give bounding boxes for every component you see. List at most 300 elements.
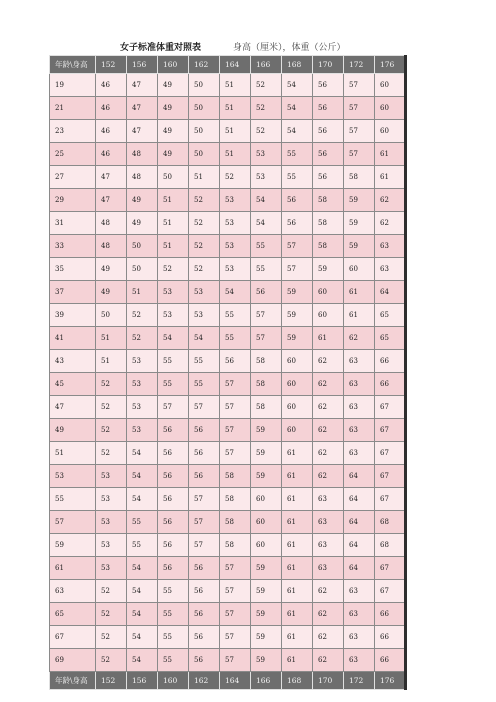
weight-cell: 53: [158, 304, 189, 327]
weight-cell: 66: [375, 373, 406, 396]
weight-cell: 56: [189, 580, 220, 603]
weight-cell: 50: [96, 304, 127, 327]
header-corner-cell: 年龄\身高: [50, 56, 96, 74]
weight-cell: 63: [313, 511, 344, 534]
weight-cell: 53: [220, 235, 251, 258]
weight-cell: 62: [313, 350, 344, 373]
weight-cell: 47: [96, 189, 127, 212]
weight-cell: 49: [158, 120, 189, 143]
weight-cell: 68: [375, 511, 406, 534]
weight-cell: 63: [375, 258, 406, 281]
header-corner-cell: 年龄\身高: [50, 672, 96, 690]
weight-cell: 66: [375, 350, 406, 373]
page-title: 女子标准体重对照表: [120, 43, 202, 53]
weight-cell: 53: [220, 258, 251, 281]
age-cell: 51: [50, 442, 96, 465]
weight-cell: 48: [127, 143, 158, 166]
weight-cell: 54: [158, 327, 189, 350]
age-cell: 47: [50, 396, 96, 419]
title-row: [0, 40, 496, 54]
weight-cell: 60: [313, 281, 344, 304]
weight-cell: 54: [127, 626, 158, 649]
weight-cell: 60: [282, 373, 313, 396]
age-cell: 31: [50, 212, 96, 235]
weight-cell: 57: [220, 373, 251, 396]
weight-cell: 57: [251, 327, 282, 350]
weight-cell: 56: [158, 534, 189, 557]
weight-cell: 52: [251, 120, 282, 143]
weight-cell: 64: [344, 534, 375, 557]
table-row: [50, 419, 406, 442]
age-cell: 27: [50, 166, 96, 189]
weight-cell: 63: [313, 534, 344, 557]
table-row: [50, 120, 406, 143]
weight-cell: 60: [251, 511, 282, 534]
weight-cell: 46: [96, 143, 127, 166]
weight-cell: 51: [220, 74, 251, 97]
weight-cell: 60: [282, 396, 313, 419]
weight-cell: 60: [282, 350, 313, 373]
weight-cell: 51: [96, 350, 127, 373]
table-row: [50, 534, 406, 557]
weight-cell: 51: [158, 189, 189, 212]
table-row: [50, 350, 406, 373]
weight-cell: 55: [282, 143, 313, 166]
age-cell: 69: [50, 649, 96, 672]
table-row: [50, 166, 406, 189]
weight-cell: 51: [96, 327, 127, 350]
weight-cell: 56: [251, 281, 282, 304]
weight-cell: 55: [158, 649, 189, 672]
weight-cell: 60: [375, 120, 406, 143]
age-cell: 61: [50, 557, 96, 580]
age-cell: 39: [50, 304, 96, 327]
weight-cell: 62: [375, 212, 406, 235]
weight-cell: 60: [251, 534, 282, 557]
table-row: [50, 304, 406, 327]
table-row: [50, 580, 406, 603]
weight-cell: 55: [127, 511, 158, 534]
age-cell: 35: [50, 258, 96, 281]
weight-cell: 55: [158, 626, 189, 649]
weight-cell: 61: [344, 281, 375, 304]
weight-cell: 46: [96, 97, 127, 120]
weight-cell: 53: [158, 281, 189, 304]
table-row: [50, 143, 406, 166]
weight-cell: 52: [189, 235, 220, 258]
weight-cell: 63: [313, 557, 344, 580]
weight-cell: 52: [251, 97, 282, 120]
age-cell: 19: [50, 74, 96, 97]
weight-cell: 59: [251, 626, 282, 649]
weight-cell: 52: [189, 189, 220, 212]
age-cell: 29: [50, 189, 96, 212]
weight-cell: 53: [220, 212, 251, 235]
weight-cell: 60: [375, 74, 406, 97]
weight-cell: 50: [189, 74, 220, 97]
height-header-cell: 170: [313, 56, 344, 74]
weight-cell: 55: [251, 235, 282, 258]
weight-cell: 57: [282, 235, 313, 258]
weight-cell: 53: [96, 511, 127, 534]
height-header-cell: 152: [96, 672, 127, 690]
weight-cell: 50: [189, 143, 220, 166]
height-header-cell: 166: [251, 672, 282, 690]
weight-cell: 58: [251, 350, 282, 373]
weight-cell: 57: [251, 304, 282, 327]
weight-cell: 53: [96, 534, 127, 557]
age-cell: 37: [50, 281, 96, 304]
height-header-cell: 170: [313, 672, 344, 690]
weight-cell: 53: [96, 488, 127, 511]
table-row: [50, 396, 406, 419]
weight-cell: 52: [96, 580, 127, 603]
table-row: [50, 373, 406, 396]
table-row: [50, 488, 406, 511]
weight-cell: 57: [158, 396, 189, 419]
table-row: [50, 74, 406, 97]
table-row: [50, 189, 406, 212]
weight-cell: 56: [189, 419, 220, 442]
weight-cell: 59: [251, 557, 282, 580]
weight-cell: 62: [313, 373, 344, 396]
table-row: [50, 235, 406, 258]
weight-cell: 56: [220, 350, 251, 373]
weight-cell: 54: [127, 649, 158, 672]
table-row: [50, 603, 406, 626]
height-header-cell: 168: [282, 672, 313, 690]
weight-cell: 53: [96, 465, 127, 488]
weight-cell: 48: [96, 212, 127, 235]
weight-cell: 54: [127, 488, 158, 511]
height-header-cell: 152: [96, 56, 127, 74]
weight-cell: 63: [344, 649, 375, 672]
weight-cell: 53: [127, 419, 158, 442]
weight-cell: 58: [220, 534, 251, 557]
weight-cell: 52: [96, 373, 127, 396]
weight-cell: 61: [282, 534, 313, 557]
table-row: [50, 281, 406, 304]
weight-cell: 51: [220, 97, 251, 120]
weight-cell: 62: [344, 327, 375, 350]
weight-cell: 54: [189, 327, 220, 350]
weight-cell: 61: [282, 511, 313, 534]
weight-cell: 56: [158, 419, 189, 442]
weight-cell: 59: [251, 419, 282, 442]
weight-cell: 64: [344, 557, 375, 580]
weight-cell: 47: [127, 74, 158, 97]
weight-cell: 55: [158, 350, 189, 373]
weight-cell: 57: [282, 258, 313, 281]
weight-cell: 57: [220, 419, 251, 442]
weight-cell: 55: [127, 534, 158, 557]
weight-cell: 60: [251, 488, 282, 511]
height-header-cell: 172: [344, 56, 375, 74]
weight-cell: 63: [344, 603, 375, 626]
weight-cell: 46: [96, 74, 127, 97]
weight-cell: 52: [96, 603, 127, 626]
height-header-cell: 166: [251, 56, 282, 74]
table-row: [50, 212, 406, 235]
weight-cell: 63: [344, 626, 375, 649]
height-header-cell: 164: [220, 672, 251, 690]
age-cell: 65: [50, 603, 96, 626]
weight-cell: 57: [220, 580, 251, 603]
weight-cell: 54: [282, 74, 313, 97]
age-cell: 45: [50, 373, 96, 396]
weight-cell: 62: [313, 465, 344, 488]
weight-cell: 62: [313, 442, 344, 465]
age-cell: 43: [50, 350, 96, 373]
weight-cell: 57: [344, 97, 375, 120]
weight-cell: 61: [282, 465, 313, 488]
weight-cell: 52: [158, 258, 189, 281]
weight-cell: 53: [251, 166, 282, 189]
weight-cell: 53: [127, 396, 158, 419]
weight-cell: 56: [158, 442, 189, 465]
table-row: [50, 97, 406, 120]
weight-cell: 56: [189, 442, 220, 465]
weight-cell: 67: [375, 419, 406, 442]
height-header-cell: 176: [375, 672, 406, 690]
weight-cell: 58: [251, 396, 282, 419]
weight-cell: 56: [158, 465, 189, 488]
weight-cell: 67: [375, 580, 406, 603]
weight-cell: 48: [96, 235, 127, 258]
weight-cell: 54: [127, 442, 158, 465]
weight-cell: 61: [282, 603, 313, 626]
weight-cell: 54: [127, 603, 158, 626]
weight-cell: 63: [375, 235, 406, 258]
weight-cell: 62: [375, 189, 406, 212]
weight-cell: 58: [313, 212, 344, 235]
weight-cell: 50: [189, 97, 220, 120]
table-row: [50, 465, 406, 488]
weight-cell: 66: [375, 649, 406, 672]
weight-cell: 51: [189, 166, 220, 189]
height-header-cell: 160: [158, 56, 189, 74]
weight-cell: 64: [344, 511, 375, 534]
weight-cell: 59: [251, 465, 282, 488]
weight-cell: 61: [313, 327, 344, 350]
age-cell: 41: [50, 327, 96, 350]
age-cell: 23: [50, 120, 96, 143]
height-header-cell: 156: [127, 672, 158, 690]
weight-cell: 52: [127, 327, 158, 350]
height-header-cell: 162: [189, 56, 220, 74]
weight-cell: 57: [344, 120, 375, 143]
weight-cell: 50: [127, 258, 158, 281]
age-cell: 55: [50, 488, 96, 511]
weight-cell: 57: [220, 557, 251, 580]
weight-cell: 54: [251, 212, 282, 235]
weight-cell: 61: [282, 626, 313, 649]
weight-cell: 52: [96, 442, 127, 465]
weight-cell: 64: [344, 488, 375, 511]
weight-cell: 57: [220, 603, 251, 626]
weight-cell: 54: [282, 97, 313, 120]
weight-cell: 67: [375, 465, 406, 488]
weight-cell: 56: [313, 120, 344, 143]
weight-cell: 58: [313, 235, 344, 258]
weight-cell: 62: [313, 419, 344, 442]
weight-cell: 53: [251, 143, 282, 166]
weight-cell: 63: [344, 396, 375, 419]
weight-cell: 59: [344, 235, 375, 258]
weight-cell: 67: [375, 557, 406, 580]
weight-cell: 49: [96, 281, 127, 304]
weight-cell: 51: [127, 281, 158, 304]
weight-cell: 47: [127, 97, 158, 120]
weight-cell: 47: [127, 120, 158, 143]
weight-cell: 61: [282, 580, 313, 603]
weight-cell: 57: [189, 488, 220, 511]
weight-cell: 52: [96, 419, 127, 442]
weight-cell: 46: [96, 120, 127, 143]
weight-cell: 56: [313, 166, 344, 189]
weight-cell: 59: [282, 327, 313, 350]
weight-cell: 56: [189, 626, 220, 649]
weight-cell: 54: [282, 120, 313, 143]
weight-cell: 63: [344, 350, 375, 373]
weight-cell: 51: [158, 212, 189, 235]
weight-cell: 60: [282, 419, 313, 442]
weight-cell: 49: [158, 143, 189, 166]
age-cell: 57: [50, 511, 96, 534]
weight-cell: 57: [189, 511, 220, 534]
weight-cell: 57: [344, 143, 375, 166]
weight-cell: 63: [313, 488, 344, 511]
weight-cell: 61: [282, 488, 313, 511]
weight-cell: 56: [189, 649, 220, 672]
weight-cell: 57: [220, 396, 251, 419]
weight-cell: 50: [127, 235, 158, 258]
weight-cell: 52: [127, 304, 158, 327]
weight-cell: 50: [189, 120, 220, 143]
weight-cell: 61: [344, 304, 375, 327]
table-row: [50, 327, 406, 350]
weight-cell: 59: [282, 304, 313, 327]
weight-cell: 55: [220, 327, 251, 350]
weight-cell: 58: [251, 373, 282, 396]
age-cell: 67: [50, 626, 96, 649]
weight-cell: 55: [158, 373, 189, 396]
weight-cell: 49: [127, 189, 158, 212]
weight-cell: 62: [313, 603, 344, 626]
weight-cell: 58: [220, 488, 251, 511]
weight-cell: 49: [158, 97, 189, 120]
weight-table: [49, 55, 407, 690]
weight-cell: 55: [282, 166, 313, 189]
weight-cell: 64: [344, 465, 375, 488]
weight-cell: 56: [189, 465, 220, 488]
weight-cell: 54: [127, 580, 158, 603]
weight-cell: 62: [313, 649, 344, 672]
weight-cell: 61: [282, 649, 313, 672]
weight-cell: 59: [344, 189, 375, 212]
height-header-cell: 164: [220, 56, 251, 74]
weight-cell: 47: [96, 166, 127, 189]
weight-cell: 57: [189, 534, 220, 557]
weight-cell: 49: [96, 258, 127, 281]
weight-cell: 52: [251, 74, 282, 97]
height-header-cell: 172: [344, 672, 375, 690]
weight-cell: 56: [189, 603, 220, 626]
weight-cell: 57: [189, 396, 220, 419]
weight-cell: 53: [127, 350, 158, 373]
weight-cell: 56: [313, 74, 344, 97]
age-cell: 63: [50, 580, 96, 603]
height-header-cell: 176: [375, 56, 406, 74]
weight-cell: 67: [375, 396, 406, 419]
weight-cell: 54: [127, 465, 158, 488]
weight-cell: 59: [344, 212, 375, 235]
units-subtitle: 身高（厘米），体重（公斤）: [233, 43, 346, 53]
weight-cell: 48: [127, 166, 158, 189]
age-cell: 33: [50, 235, 96, 258]
height-header-cell: 156: [127, 56, 158, 74]
weight-cell: 56: [282, 212, 313, 235]
weight-cell: 56: [189, 557, 220, 580]
weight-cell: 49: [127, 212, 158, 235]
weight-cell: 61: [282, 442, 313, 465]
weight-cell: 68: [375, 534, 406, 557]
weight-cell: 63: [344, 373, 375, 396]
weight-cell: 59: [251, 442, 282, 465]
weight-cell: 61: [375, 166, 406, 189]
table-row: [50, 649, 406, 672]
height-header-cell: 168: [282, 56, 313, 74]
age-cell: 21: [50, 97, 96, 120]
weight-cell: 56: [282, 189, 313, 212]
weight-cell: 59: [251, 649, 282, 672]
table-body: [50, 56, 406, 690]
weight-cell: 62: [313, 626, 344, 649]
weight-cell: 53: [189, 304, 220, 327]
table-row: [50, 258, 406, 281]
weight-cell: 57: [220, 442, 251, 465]
height-header-cell: 160: [158, 672, 189, 690]
weight-cell: 55: [189, 373, 220, 396]
weight-cell: 53: [189, 281, 220, 304]
weight-cell: 58: [220, 511, 251, 534]
weight-cell: 65: [375, 304, 406, 327]
weight-cell: 53: [220, 189, 251, 212]
age-cell: 59: [50, 534, 96, 557]
weight-cell: 58: [344, 166, 375, 189]
age-cell: 25: [50, 143, 96, 166]
weight-cell: 58: [220, 465, 251, 488]
weight-cell: 50: [158, 166, 189, 189]
weight-cell: 55: [189, 350, 220, 373]
weight-cell: 55: [158, 580, 189, 603]
weight-cell: 54: [220, 281, 251, 304]
weight-cell: 52: [189, 258, 220, 281]
weight-cell: 67: [375, 488, 406, 511]
weight-cell: 66: [375, 626, 406, 649]
weight-cell: 52: [96, 396, 127, 419]
weight-cell: 56: [158, 488, 189, 511]
table-row: [50, 557, 406, 580]
weight-cell: 51: [220, 120, 251, 143]
height-header-cell: 162: [189, 672, 220, 690]
weight-cell: 63: [344, 442, 375, 465]
weight-cell: 56: [158, 511, 189, 534]
table-row: [50, 511, 406, 534]
weight-cell: 59: [251, 603, 282, 626]
weight-cell: 67: [375, 442, 406, 465]
weight-cell: 62: [313, 396, 344, 419]
